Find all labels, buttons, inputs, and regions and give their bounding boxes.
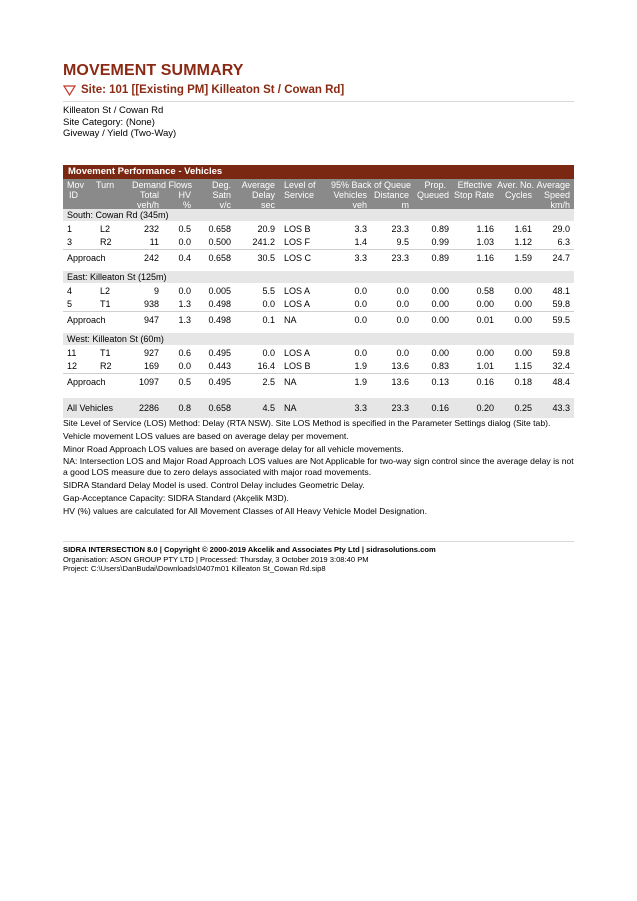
header-total-unit: veh/h: [136, 200, 159, 210]
cell-value: 4.5: [262, 403, 275, 413]
cell-value: 1.3: [178, 315, 191, 325]
header-vehicles-unit: veh: [352, 200, 367, 210]
cell-value: 1.01: [476, 361, 494, 371]
cell-value: 0.16: [431, 403, 449, 413]
page-title: MOVEMENT SUMMARY: [63, 62, 244, 79]
cell-value: 0.0: [354, 348, 367, 358]
row-label: Approach: [67, 377, 106, 387]
cell-value: 3.3: [354, 403, 367, 413]
cell-value: 0.658: [208, 224, 231, 234]
cell-value: 0.443: [208, 361, 231, 371]
table-row: [63, 360, 574, 373]
cell-value: 1.12: [514, 237, 532, 247]
header-aver-no: Aver. No.: [497, 180, 534, 190]
note: NA: Intersection LOS and Major Road Approach LOS values are Not Applicable for two-way sign control since the average delay is not a good LOS measure due to zero delays associated with major road movements.: [63, 456, 574, 478]
header-average: Average: [241, 180, 275, 190]
notes: [63, 418, 574, 518]
cell-value: 1.9: [354, 377, 367, 387]
cell-value: 0.00: [431, 348, 449, 358]
header-back-of-queue: 95% Back of Queue: [331, 180, 412, 190]
cell-value: 1.3: [178, 299, 191, 309]
cell-value: 11: [149, 237, 159, 247]
header-total: Total: [139, 190, 159, 200]
group-header: East: Killeaton St (125m): [63, 271, 574, 283]
table-row: [63, 223, 574, 236]
header-stop-rate: Stop Rate: [453, 190, 494, 200]
cell-value: 947: [143, 315, 159, 325]
cell-value: 1.03: [476, 237, 494, 247]
cell-value: 0.0: [396, 286, 409, 296]
cell-value: 169: [143, 361, 159, 371]
cell-mov-id: 1: [67, 224, 73, 234]
cell-turn: T1: [100, 348, 111, 358]
site-category: Site Category: (None): [63, 116, 155, 128]
cell-los: LOS A: [284, 348, 311, 358]
cell-value: 48.4: [552, 377, 570, 387]
cell-value: 32.4: [552, 361, 570, 371]
cell-value: 1.61: [514, 224, 532, 234]
cell-mov-id: 12: [67, 361, 78, 371]
row-label: Approach: [67, 253, 106, 263]
cell-value: 0.495: [208, 348, 231, 358]
movement-table: [63, 165, 574, 418]
header-delay-unit: sec: [260, 200, 275, 210]
cell-value: 0.13: [431, 377, 449, 387]
divider: [63, 101, 574, 102]
header-distance-unit: m: [401, 200, 409, 210]
cell-value: 1.9: [354, 361, 367, 371]
footer-copyright: SIDRA INTERSECTION 8.0 | Copyright © 2000-2019 Akcelik and Associates Pty Ltd | sidrasolutions.com: [63, 545, 436, 554]
cell-los: LOS F: [284, 237, 311, 247]
cell-value: 0.500: [208, 237, 231, 247]
header-delay: Delay: [251, 190, 275, 200]
down-triangle-icon: [63, 85, 76, 96]
header-effective: Effective: [457, 180, 492, 190]
group-header: West: Killeaton St (60m): [63, 333, 574, 345]
cell-value: 48.1: [552, 286, 570, 296]
cell-los: LOS B: [284, 361, 311, 371]
site-name: Killeaton St / Cowan Rd: [63, 105, 164, 116]
approach-row: [63, 373, 574, 390]
row-label: All Vehicles: [67, 403, 114, 413]
cell-value: 0.1: [262, 315, 275, 325]
note: SIDRA Standard Delay Model is used. Control Delay includes Geometric Delay.: [63, 479, 365, 490]
header-speed-unit: km/h: [550, 200, 570, 210]
header-turn: Turn: [96, 180, 115, 190]
cell-value: 0.00: [431, 315, 449, 325]
row-label: Approach: [67, 315, 106, 325]
cell-value: 1.59: [514, 253, 532, 263]
cell-value: 0.658: [208, 403, 231, 413]
header-satn: Satn: [212, 190, 231, 200]
cell-value: 13.6: [391, 361, 409, 371]
cell-value: 0.495: [208, 377, 231, 387]
cell-value: 0.00: [514, 286, 532, 296]
cell-value: 1.16: [476, 253, 494, 263]
cell-value: 0.8: [178, 403, 191, 413]
cell-value: 1.4: [354, 237, 367, 247]
cell-los: NA: [284, 377, 297, 387]
header-distance: Distance: [373, 190, 409, 200]
table-title: Movement Performance - Vehicles: [63, 165, 574, 179]
cell-value: 59.8: [552, 348, 570, 358]
cell-value: 0.0: [396, 315, 409, 325]
cell-value: 0.99: [431, 237, 449, 247]
cell-value: 0.58: [476, 286, 494, 296]
header-speed: Speed: [543, 190, 570, 200]
cell-value: 13.6: [391, 377, 409, 387]
cell-value: 0.0: [178, 286, 191, 296]
header-prop: Prop.: [424, 180, 446, 190]
cell-value: 9: [153, 286, 159, 296]
site-label: Site: 101 [[Existing PM] Killeaton St / Cowan Rd]: [81, 84, 345, 96]
header-demand-flows: Demand Flows: [132, 180, 193, 190]
cell-value: 23.3: [391, 253, 409, 263]
cell-value: 0.00: [431, 299, 449, 309]
header-cycles: Cycles: [504, 190, 532, 200]
cell-value: 938: [143, 299, 159, 309]
cell-los: LOS A: [284, 286, 311, 296]
cell-mov-id: 5: [67, 299, 73, 309]
cell-value: 2.5: [262, 377, 275, 387]
header-deg: Deg.: [211, 180, 231, 190]
cell-value: 0.83: [431, 361, 449, 371]
cell-mov-id: 4: [67, 286, 73, 296]
cell-value: 0.89: [431, 224, 449, 234]
cell-turn: R2: [100, 237, 112, 247]
note: Gap-Acceptance Capacity: SIDRA Standard (Akçelik M3D).: [63, 492, 289, 503]
control-type: Giveway / Yield (Two-Way): [63, 128, 177, 139]
cell-turn: T1: [100, 299, 111, 309]
cell-value: 0.18: [514, 377, 532, 387]
cell-los: LOS B: [284, 224, 311, 234]
cell-los: NA: [284, 315, 297, 325]
site-info: [63, 105, 176, 140]
cell-mov-id: 3: [67, 237, 73, 247]
cell-value: 0.89: [431, 253, 449, 263]
note: Minor Road Approach LOS values are based on average delay for all vehicle movements.: [63, 443, 404, 454]
cell-value: 0.5: [178, 224, 191, 234]
cell-value: 1097: [138, 377, 159, 387]
group-header: South: Cowan Rd (345m): [63, 209, 574, 221]
cell-value: 0.00: [514, 299, 532, 309]
cell-los: NA: [284, 403, 297, 413]
cell-value: 0.0: [262, 299, 275, 309]
cell-value: 0.0: [178, 237, 191, 247]
cell-value: 16.4: [257, 361, 275, 371]
table-row: [63, 298, 574, 311]
cell-value: 0.0: [178, 361, 191, 371]
cell-value: 0.5: [178, 377, 191, 387]
cell-value: 0.0: [354, 299, 367, 309]
cell-value: 1.16: [476, 224, 494, 234]
table-body: [63, 209, 574, 418]
cell-value: 24.7: [552, 253, 570, 263]
cell-value: 20.9: [257, 224, 275, 234]
approach-row: [63, 311, 574, 328]
cell-value: 0.00: [476, 299, 494, 309]
cell-value: 29.0: [552, 224, 570, 234]
table-row: [63, 236, 574, 249]
cell-mov-id: 11: [67, 348, 77, 358]
cell-turn: R2: [100, 361, 112, 371]
table-row: [63, 285, 574, 298]
table-row: [63, 347, 574, 360]
cell-value: 2286: [138, 403, 159, 413]
cell-value: 0.4: [178, 253, 191, 263]
cell-value: 0.498: [208, 299, 231, 309]
cell-value: 241.2: [252, 237, 275, 247]
cell-value: 0.6: [178, 348, 191, 358]
cell-value: 0.0: [354, 315, 367, 325]
approach-row: [63, 249, 574, 266]
cell-value: 0.0: [396, 299, 409, 309]
cell-value: 0.01: [476, 315, 494, 325]
note: Vehicle movement LOS values are based on average delay per movement.: [63, 430, 349, 441]
cell-turn: L2: [100, 286, 111, 296]
header-hv: HV: [178, 190, 191, 200]
cell-los: LOS C: [284, 253, 312, 263]
cell-value: 5.5: [262, 286, 275, 296]
cell-value: 0.16: [476, 377, 494, 387]
cell-value: 0.498: [208, 315, 231, 325]
cell-value: 1.15: [514, 361, 532, 371]
header-mov: Mov: [67, 180, 85, 190]
cell-los: LOS A: [284, 299, 311, 309]
table-header: [63, 179, 574, 209]
header-average-speed: Average: [536, 180, 570, 190]
cell-value: 0.00: [431, 286, 449, 296]
cell-value: 59.8: [552, 299, 570, 309]
cell-value: 43.3: [552, 403, 570, 413]
cell-value: 3.3: [354, 253, 367, 263]
cell-value: 0.658: [208, 253, 231, 263]
header-id: ID: [69, 190, 78, 200]
cell-value: 23.3: [391, 224, 409, 234]
cell-value: 0.25: [514, 403, 532, 413]
footer-project: Project: C:\Users\DanBudai\Downloads\0407m01 Killeaton St_Cowan Rd.sip8: [63, 564, 326, 574]
cell-value: 0.005: [208, 286, 231, 296]
header-level-of: Level of: [284, 180, 316, 190]
header-satn-unit: v/c: [219, 200, 231, 210]
cell-value: 0.0: [354, 286, 367, 296]
cell-value: 30.5: [257, 253, 275, 263]
cell-value: 3.3: [354, 224, 367, 234]
cell-value: 9.5: [396, 237, 409, 247]
cell-value: 59.5: [552, 315, 570, 325]
all-vehicles-row: [63, 398, 574, 418]
header-service: Service: [284, 190, 315, 200]
cell-value: 0.00: [514, 348, 532, 358]
header-queued: Queued: [416, 190, 449, 200]
note: Site Level of Service (LOS) Method: Delay (RTA NSW). Site LOS Method is specified in the Parameter Settings dialog (Site tab).: [63, 418, 551, 428]
footer: [63, 545, 436, 574]
cell-value: 0.20: [476, 403, 494, 413]
cell-value: 0.00: [476, 348, 494, 358]
cell-value: 0.0: [262, 348, 275, 358]
cell-value: 23.3: [391, 403, 409, 413]
footer-organisation: Organisation: ASON GROUP PTY LTD | Processed: Thursday, 3 October 2019 3:08:40 PM: [63, 554, 369, 564]
cell-turn: L2: [100, 224, 111, 234]
site-heading: [63, 84, 344, 96]
cell-value: 0.00: [514, 315, 532, 325]
cell-value: 242: [143, 253, 159, 263]
header-hv-unit: %: [182, 200, 191, 210]
header-vehicles: Vehicles: [333, 190, 367, 200]
note: HV (%) values are calculated for All Movement Classes of All Heavy Vehicle Model Designation.: [63, 505, 427, 516]
cell-value: 232: [143, 224, 159, 234]
cell-value: 0.0: [396, 348, 409, 358]
cell-value: 6.3: [557, 237, 570, 247]
footer-divider: [63, 541, 574, 542]
cell-value: 927: [143, 348, 159, 358]
